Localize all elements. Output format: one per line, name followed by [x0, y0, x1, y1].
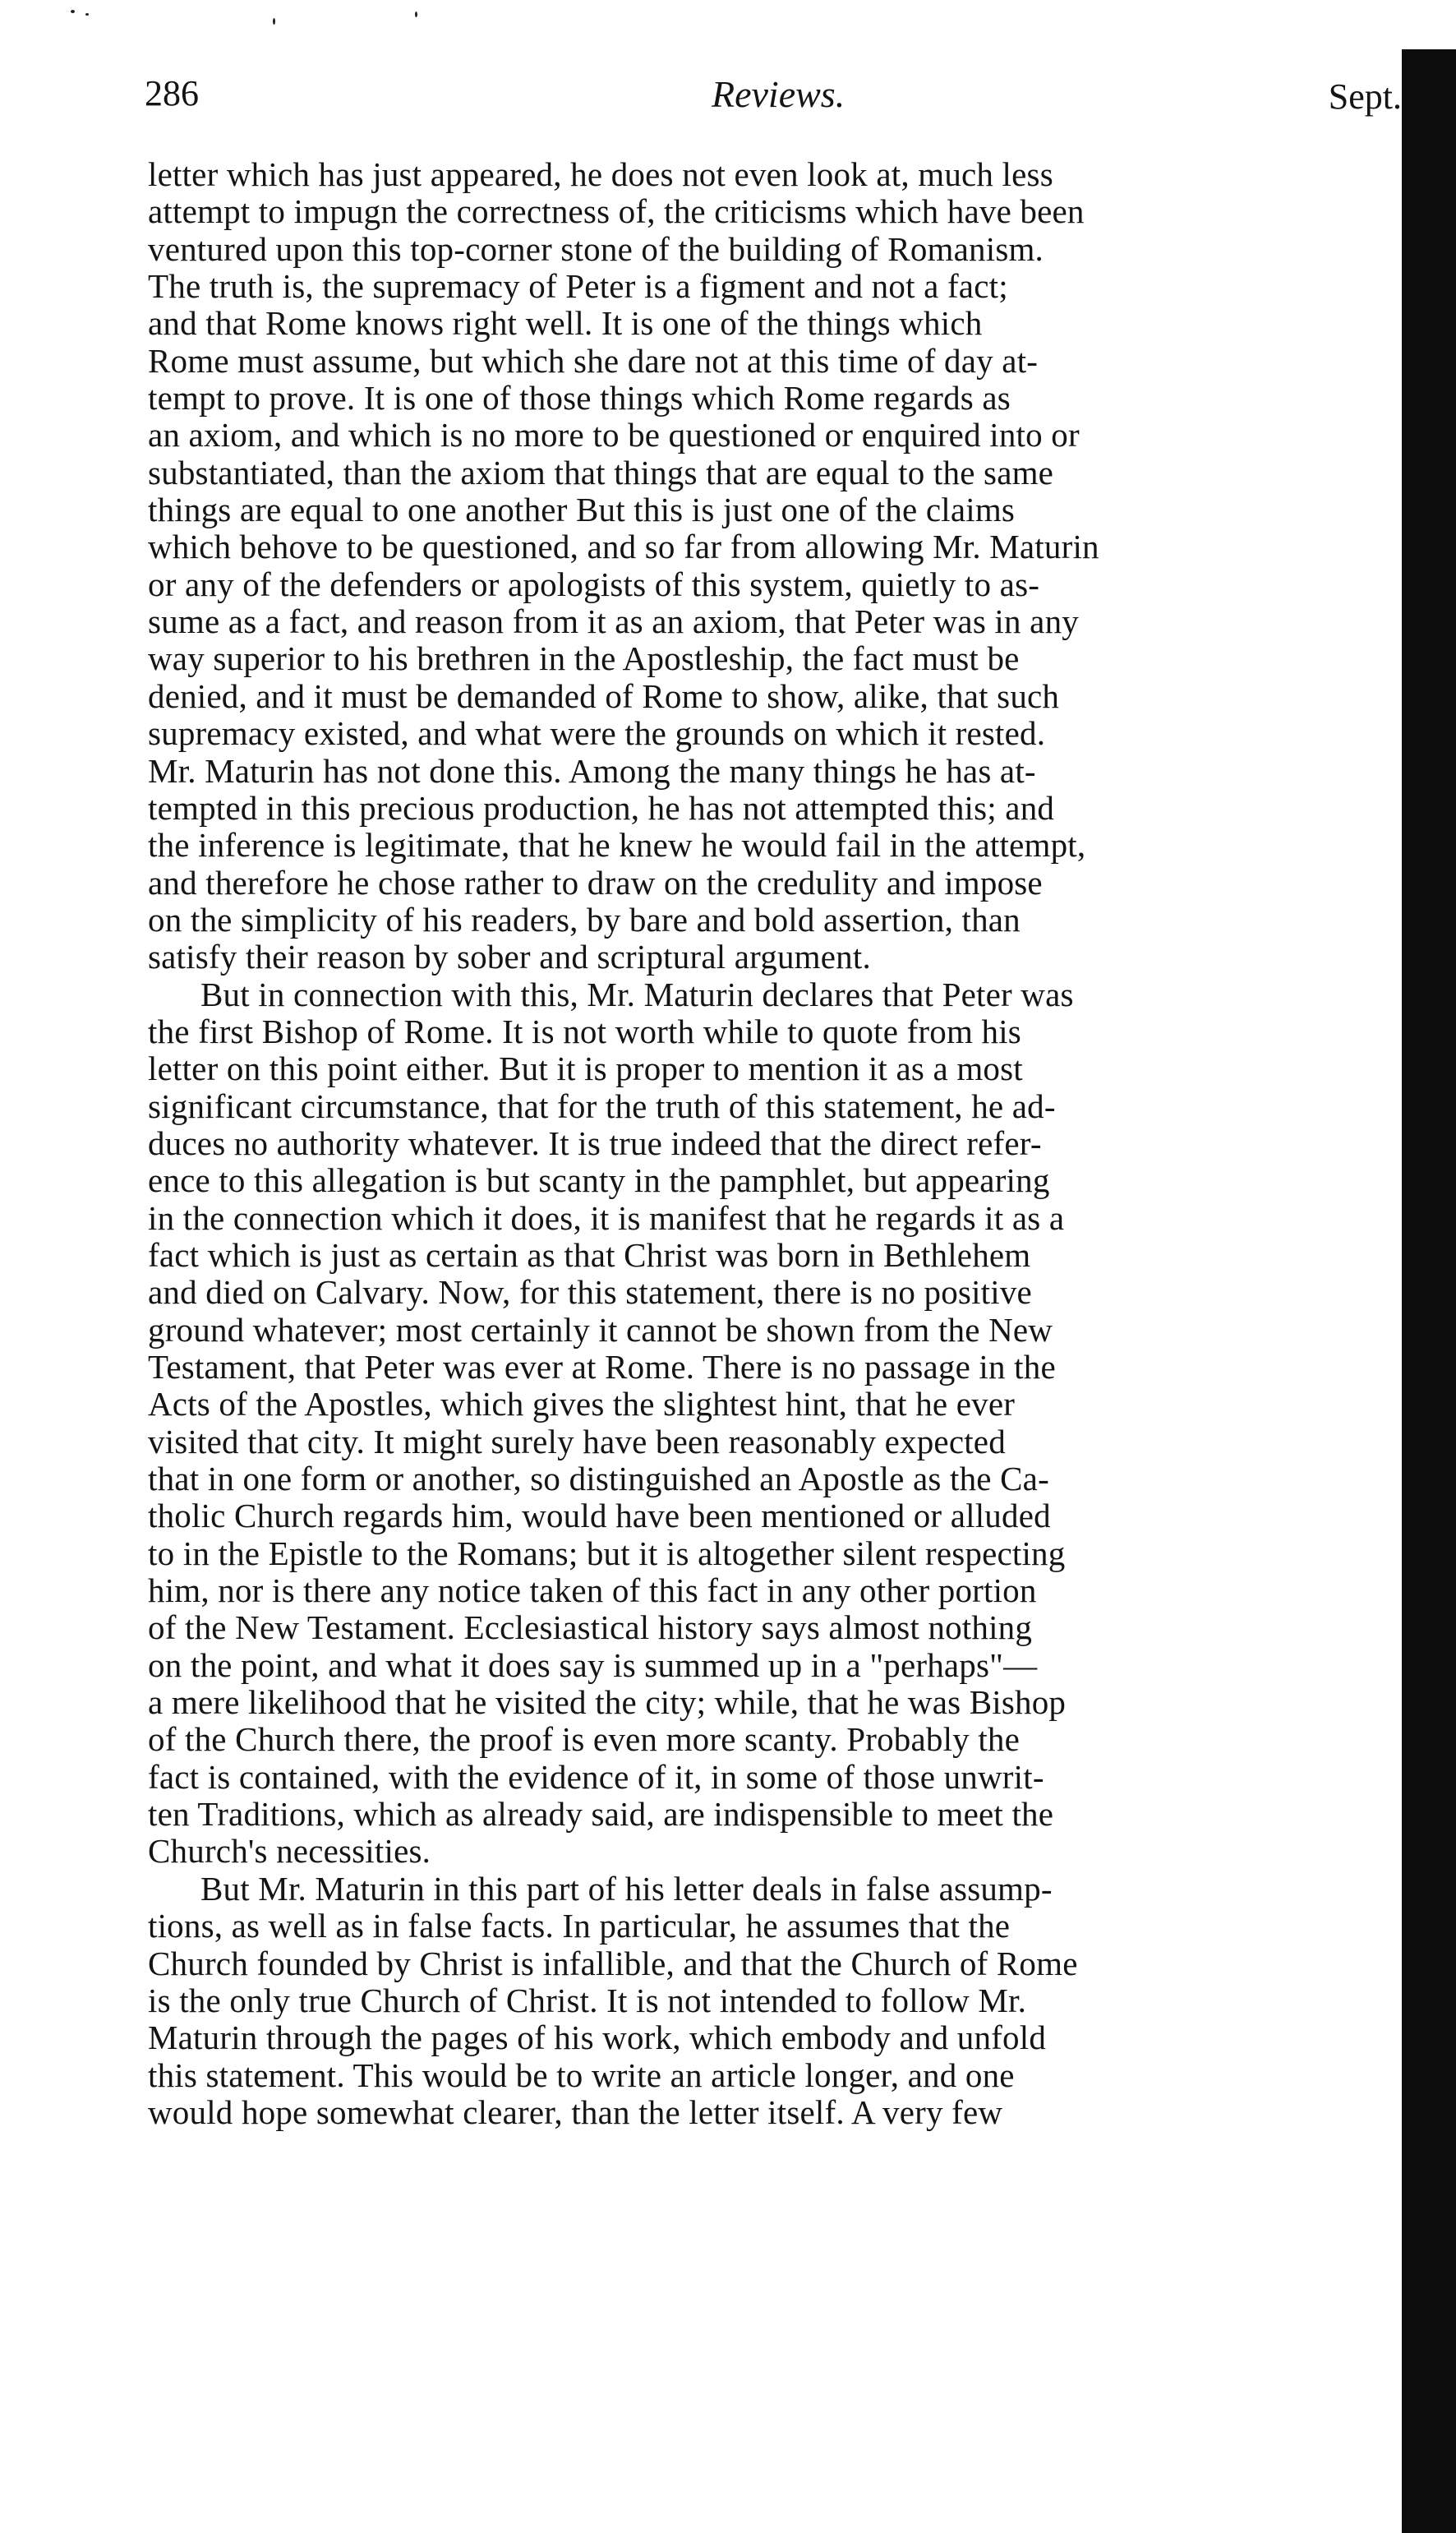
text-line: fact is contained, with the evidence of it, in some of those unwrit-: [148, 1758, 1044, 1796]
text-line: would hope somewhat clearer, than the letter itself. A very few: [148, 2093, 1003, 2131]
text-line: visited that city. It might surely have been reasonably expected: [148, 1423, 1006, 1460]
scan-speck: [415, 12, 417, 17]
text-line: that in one form or another, so distinguished an Apostle as the Ca-: [148, 1460, 1049, 1498]
scan-speck: [273, 18, 275, 25]
text-line: and that Rome knows right well. It is one of the things which: [148, 305, 983, 343]
text-line: of the Church there, the proof is even more scanty. Probably the: [148, 1721, 1021, 1759]
text-line: supremacy existed, and what were the grounds on which it rested.: [148, 715, 1046, 753]
text-line: ten Traditions, which as already said, are indispensible to meet the: [148, 1796, 1054, 1834]
text-line: ventured upon this top-corner stone of the building of Romanism.: [148, 230, 1044, 268]
text-line: duces no authority whatever. It is true indeed that the direct refer-: [148, 1124, 1042, 1162]
body-text: [148, 156, 1408, 2131]
page-header: [145, 72, 1402, 138]
text-line: Rome must assume, but which she dare not at this time of day at-: [148, 342, 1039, 380]
text-line: ground whatever; most certainly it cannot be shown from the New: [148, 1311, 1053, 1349]
page-number: 286: [145, 73, 199, 113]
text-line: an axiom, and which is no more to be questioned or enquired into or: [148, 417, 1080, 454]
text-line: is the only true Church of Christ. It is not intended to follow Mr.: [148, 1982, 1027, 2019]
text-line: and therefore he chose rather to draw on the credulity and impose: [148, 864, 1043, 902]
text-line: ence to this allegation is but scanty in the pamphlet, but appearing: [148, 1162, 1050, 1200]
header-month: Sept.: [1328, 76, 1402, 117]
text-line: attempt to impugn the correctness of, the criticisms which have been: [148, 193, 1085, 231]
text-line: which behove to be questioned, and so far from allowing Mr. Maturin: [148, 528, 1099, 566]
text-line: tempted in this precious production, he has not attempted this; and: [148, 789, 1055, 827]
text-line: substantiated, than the axiom that things that are equal to the same: [148, 454, 1054, 491]
scan-speck: [71, 10, 75, 13]
text-line: this statement. This would be to write an article longer, and one: [148, 2056, 1015, 2094]
binding-shadow: [1402, 49, 1456, 2533]
paragraph-first-line: But in connection with this, Mr. Maturin declares that Peter was: [200, 976, 1074, 1013]
text-line: significant circumstance, that for the truth of this statement, he ad-: [148, 1087, 1056, 1125]
text-line: things are equal to one another But this is just one of the claims: [148, 491, 1016, 529]
text-line: a mere likelihood that he visited the city; while, that he was Bishop: [148, 1684, 1067, 1722]
text-line: of the New Testament. Ecclesiastical history says almost nothing: [148, 1609, 1033, 1647]
text-line: the inference is legitimate, that he knew he would fail in the attempt,: [148, 827, 1086, 865]
text-line: fact which is just as certain as that Christ was born in Bethlehem: [148, 1236, 1031, 1274]
text-line: him, nor is there any notice taken of this fact in any other portion: [148, 1572, 1037, 1610]
text-line: tions, as well as in false facts. In particular, he assumes that the: [148, 1908, 1011, 1945]
text-line: the first Bishop of Rome. It is not worth while to quote from his: [148, 1013, 1021, 1050]
text-line: letter on this point either. But it is proper to mention it as a most: [148, 1050, 1023, 1088]
text-line: tholic Church regards him, would have been mentioned or alluded: [148, 1497, 1051, 1535]
text-line: satisfy their reason by sober and scriptural argument.: [148, 939, 871, 976]
text-line: The truth is, the supremacy of Peter is a figment and not a fact;: [148, 268, 1008, 306]
text-line: sume as a fact, and reason from it as an axiom, that Peter was in any: [148, 603, 1079, 641]
scan-speck: [85, 13, 89, 16]
text-line: Maturin through the pages of his work, which embody and unfold: [148, 2019, 1047, 2057]
running-title: Reviews.: [712, 73, 845, 115]
text-line: tempt to prove. It is one of those things which Rome regards as: [148, 380, 1011, 418]
text-line: way superior to his brethren in the Apostleship, the fact must be: [148, 640, 1020, 678]
text-line: and died on Calvary. Now, for this statement, there is no positive: [148, 1274, 1032, 1312]
text-line: or any of the defenders or apologists of this system, quietly to as-: [148, 565, 1040, 603]
text-line: to in the Epistle to the Romans; but it is altogether silent respecting: [148, 1534, 1066, 1572]
text-line: Church's necessities.: [148, 1833, 431, 1871]
paragraph-first-line: But Mr. Maturin in this part of his letter deals in false assump-: [200, 1870, 1053, 1908]
text-line: letter which has just appeared, he does not even look at, much less: [148, 156, 1053, 193]
text-line: Mr. Maturin has not done this. Among the many things he has at-: [148, 752, 1036, 790]
text-line: Acts of the Apostles, which gives the slightest hint, that he ever: [148, 1386, 1016, 1423]
text-line: denied, and it must be demanded of Rome to show, alike, that such: [148, 677, 1060, 715]
text-line: in the connection which it does, it is manifest that he regards it as a: [148, 1199, 1065, 1237]
text-line: Testament, that Peter was ever at Rome. There is no passage in the: [148, 1349, 1056, 1386]
text-line: on the simplicity of his readers, by bare and bold assertion, than: [148, 901, 1021, 939]
text-line: on the point, and what it does say is summed up in a "perhaps"—: [148, 1646, 1038, 1684]
text-line: Church founded by Christ is infallible, and that the Church of Rome: [148, 1945, 1078, 1982]
